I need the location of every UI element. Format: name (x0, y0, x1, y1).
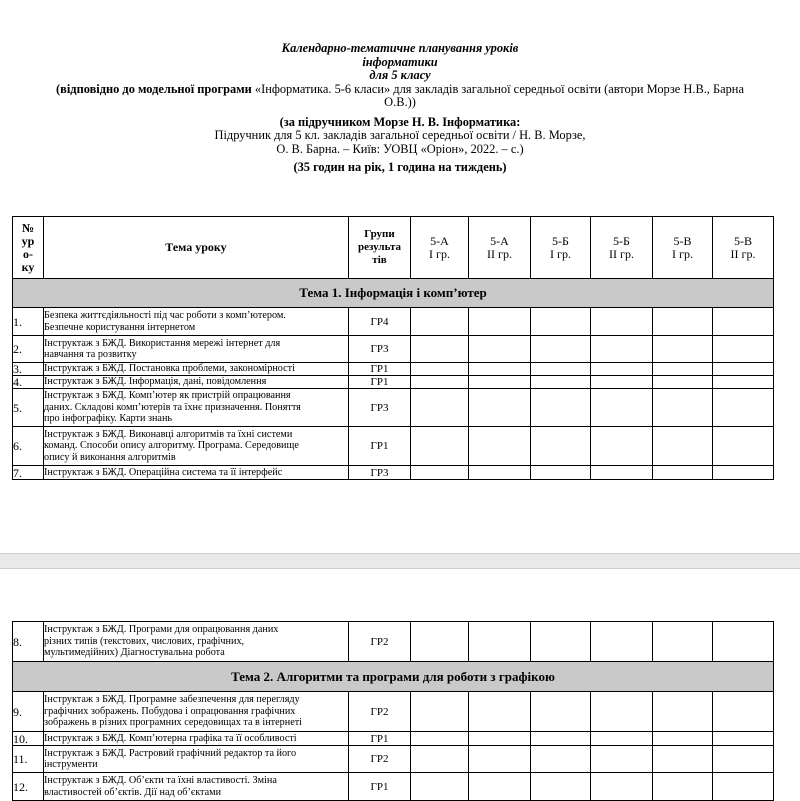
row-class-cell[interactable] (531, 692, 591, 732)
row-topic (44, 389, 349, 427)
row-class-cell[interactable] (653, 389, 713, 427)
subtitle-line-2: О.В.)) (384, 95, 416, 109)
row-group: ГР1 (349, 773, 411, 801)
row-class-cell[interactable] (713, 363, 774, 376)
header-groups: Групи результа тів (349, 217, 411, 279)
row-topic-line: властивостей об’єктів. Дії над об’єктами (44, 786, 222, 798)
row-class-cell[interactable] (653, 336, 713, 363)
row-class-cell[interactable] (591, 363, 653, 376)
table-row (13, 376, 774, 389)
document-page-2 (0, 568, 800, 801)
row-class-cell[interactable] (713, 308, 774, 336)
row-class-cell[interactable] (469, 376, 531, 389)
row-class-cell[interactable] (713, 389, 774, 427)
row-class-cell[interactable] (713, 732, 774, 746)
row-class-cell[interactable] (653, 376, 713, 389)
row-class-cell[interactable] (411, 308, 469, 336)
row-group: ГР2 (349, 746, 411, 773)
row-class-cell[interactable] (411, 746, 469, 773)
row-class-cell[interactable] (653, 732, 713, 746)
table-row (13, 336, 774, 363)
row-group: ГР2 (349, 622, 411, 662)
row-class-cell[interactable] (653, 692, 713, 732)
row-class-cell[interactable] (531, 308, 591, 336)
row-class-cell[interactable] (591, 692, 653, 732)
row-class-cell[interactable] (591, 376, 653, 389)
row-topic-line: опису й виконання алгоритмів (44, 451, 176, 463)
row-number: 5. (13, 389, 44, 427)
row-class-cell[interactable] (469, 746, 531, 773)
row-topic-line: Безпечне користування інтернетом (44, 321, 196, 333)
row-class-cell[interactable] (713, 692, 774, 732)
row-topic-line: Інструктаж з БЖД. Растровий графічний редактор та його (44, 747, 297, 759)
row-topic (44, 746, 349, 773)
row-class-cell[interactable] (411, 336, 469, 363)
row-class-cell[interactable] (469, 732, 531, 746)
row-topic-line: навчання та розвитку (44, 349, 137, 360)
row-number: 11. (13, 746, 44, 773)
row-topic-line: про інфографіку. Карти знань (44, 413, 173, 425)
row-class-cell[interactable] (469, 363, 531, 376)
subtitle-bold: (відповідно до модельної програми (56, 81, 252, 96)
table-row (13, 773, 774, 801)
row-class-cell[interactable] (531, 363, 591, 376)
row-class-cell[interactable] (469, 308, 531, 336)
row-topic (44, 336, 349, 363)
row-class-cell[interactable] (591, 466, 653, 480)
row-class-cell[interactable] (531, 427, 591, 466)
subtitle-rest: «Інформатика. 5-6 класи» для закладів загальної середньої освіти (автори Морзе Н.В., Барна (251, 81, 744, 96)
row-topic (44, 376, 349, 389)
header-5b-1: 5-Б І гр. (531, 217, 591, 279)
table-row (13, 466, 774, 480)
header-num: № ур о- ку (13, 217, 44, 279)
row-class-cell[interactable] (591, 336, 653, 363)
row-topic-line: графічних зображень. Побудова і опрацювання графічних (44, 705, 296, 717)
row-topic-line: Інструктаж з БЖД. Постановка проблеми, закономірності (44, 363, 295, 375)
row-number: 12. (13, 773, 44, 801)
row-topic-line: Інструктаж з БЖД. Програмне забезпечення для перегляду (44, 694, 300, 706)
row-class-cell[interactable] (653, 466, 713, 480)
row-topic-line: Інструктаж з БЖД. Виконавці алгоритмів та їхні системи (44, 428, 293, 440)
row-class-cell[interactable] (653, 622, 713, 662)
row-class-cell[interactable] (411, 692, 469, 732)
row-class-cell[interactable] (653, 773, 713, 801)
textbook-line-1: (за підручником Морзе Н. В. Інформатика: (279, 114, 521, 129)
row-class-cell[interactable] (713, 376, 774, 389)
row-group: ГР1 (349, 732, 411, 746)
row-class-cell[interactable] (469, 336, 531, 363)
table-row (13, 746, 774, 773)
row-class-cell[interactable] (469, 692, 531, 732)
row-class-cell[interactable] (591, 308, 653, 336)
plan-table-continued (12, 621, 774, 801)
row-number: 3. (13, 363, 44, 376)
row-class-cell[interactable] (411, 376, 469, 389)
row-class-cell[interactable] (469, 466, 531, 480)
row-class-cell[interactable] (531, 336, 591, 363)
table-body-page2 (13, 692, 774, 801)
row-class-cell[interactable] (411, 363, 469, 376)
header-5v-1: 5-В І гр. (653, 217, 713, 279)
section-title-2: Тема 2. Алгоритми та програми для роботи з графікою (13, 662, 774, 692)
row-number: 2. (13, 336, 44, 363)
row-topic (44, 773, 349, 801)
row-class-cell[interactable] (469, 622, 531, 662)
row-class-cell[interactable] (531, 622, 591, 662)
row-group: ГР3 (349, 389, 411, 427)
subtitle-line-1 (0, 83, 800, 97)
row-class-cell[interactable] (713, 336, 774, 363)
header-5a-2: 5-А ІІ гр. (469, 217, 531, 279)
table-body-page2-top (13, 622, 774, 662)
row-class-cell[interactable] (411, 466, 469, 480)
row-class-cell[interactable] (653, 363, 713, 376)
document-header (0, 42, 800, 175)
section-title-1: Тема 1. Інформація і комп’ютер (13, 279, 774, 308)
table-body-page1 (13, 308, 774, 480)
row-topic-line: різних типів (текстових, числових, графічних, (44, 635, 245, 647)
row-topic-line: Інструктаж з БЖД. Інформація, дані, повідомлення (44, 376, 267, 388)
table-row (13, 363, 774, 376)
row-class-cell[interactable] (591, 732, 653, 746)
table-row (13, 732, 774, 746)
row-class-cell[interactable] (469, 773, 531, 801)
row-class-cell[interactable] (411, 427, 469, 466)
row-topic (44, 427, 349, 466)
row-class-cell[interactable] (713, 746, 774, 773)
row-group: ГР1 (349, 376, 411, 389)
row-class-cell[interactable] (469, 389, 531, 427)
row-number: 4. (13, 376, 44, 389)
row-topic-line: Інструктаж з БЖД. Комп’ютер як пристрій опрацювання (44, 390, 291, 402)
table-row (13, 692, 774, 732)
table-row (13, 427, 774, 466)
row-topic-line: інструменти (44, 759, 98, 770)
row-class-cell[interactable] (469, 427, 531, 466)
row-class-cell[interactable] (591, 746, 653, 773)
title-line-2: інформатики (362, 54, 438, 69)
row-class-cell[interactable] (531, 746, 591, 773)
row-number: 10. (13, 732, 44, 746)
row-class-cell[interactable] (531, 773, 591, 801)
row-topic-line: зображень в різних програмних середовищах та в інтернеті (44, 717, 303, 729)
table-header-row (13, 217, 774, 279)
row-topic-line: команд. Способи опису алгоритму. Програма. Середовище (44, 440, 299, 452)
row-class-cell[interactable] (653, 746, 713, 773)
row-topic-line: Інструктаж з БЖД. Програми для опрацювання даних (44, 624, 279, 636)
row-group: ГР1 (349, 363, 411, 376)
row-class-cell[interactable] (411, 622, 469, 662)
table-row (13, 389, 774, 427)
header-5a-1: 5-А І гр. (411, 217, 469, 279)
section-row (13, 662, 774, 692)
table-row (13, 308, 774, 336)
row-topic-line: даних. Складові комп’ютерів та їхнє призначення. Поняття (44, 401, 301, 413)
row-class-cell[interactable] (591, 622, 653, 662)
row-class-cell[interactable] (653, 308, 713, 336)
row-topic (44, 732, 349, 746)
row-number: 8. (13, 622, 44, 662)
table-row (13, 622, 774, 662)
row-class-cell[interactable] (411, 732, 469, 746)
row-class-cell[interactable] (411, 389, 469, 427)
row-group: ГР1 (349, 427, 411, 466)
row-topic-line: Інструктаж з БЖД. Використання мережі інтернет для (44, 337, 281, 349)
row-class-cell[interactable] (531, 732, 591, 746)
header-5b-2: 5-Б ІІ гр. (591, 217, 653, 279)
textbook-line-2: Підручник для 5 кл. закладів загальної середньої освіти / Н. В. Морзе, (214, 128, 586, 142)
row-group: ГР3 (349, 336, 411, 363)
plan-table (12, 216, 774, 480)
header-5v-2: 5-В ІІ гр. (713, 217, 774, 279)
row-class-cell[interactable] (411, 773, 469, 801)
row-number: 6. (13, 427, 44, 466)
row-class-cell[interactable] (591, 427, 653, 466)
row-class-cell[interactable] (591, 389, 653, 427)
row-class-cell[interactable] (713, 622, 774, 662)
row-class-cell[interactable] (531, 389, 591, 427)
row-group: ГР3 (349, 466, 411, 480)
row-class-cell[interactable] (591, 773, 653, 801)
row-topic-line: Інструктаж з БЖД. Комп’ютерна графіка та її особливості (44, 732, 297, 744)
row-topic (44, 363, 349, 376)
row-class-cell[interactable] (531, 376, 591, 389)
row-number: 1. (13, 308, 44, 336)
section-row (13, 279, 774, 308)
row-number: 7. (13, 466, 44, 480)
row-topic (44, 466, 349, 480)
title-line-1: Календарно-тематичне планування уроків (281, 41, 519, 55)
row-topic (44, 622, 349, 662)
row-class-cell[interactable] (531, 466, 591, 480)
row-group: ГР2 (349, 692, 411, 732)
row-topic-line: Безпека життєдіяльності під час роботи з комп’ютером. (44, 310, 286, 321)
row-topic-line: Інструктаж з БЖД. Об’єкти та їхні властивості. Зміна (44, 775, 277, 786)
row-topic-line: мультимедійних) Діагностувальна робота (44, 647, 225, 659)
row-topic-line: Інструктаж з БЖД. Операційна система та її інтерфейс (44, 466, 283, 478)
row-number: 9. (13, 692, 44, 732)
hours-line: (35 годин на рік, 1 година на тиждень) (293, 160, 507, 174)
textbook-line-3: О. В. Барна. – Київ: УОВЦ «Оріон», 2022. – с.) (276, 141, 524, 156)
title-line-3: для 5 класу (369, 68, 431, 82)
row-group: ГР4 (349, 308, 411, 336)
row-class-cell[interactable] (653, 427, 713, 466)
row-class-cell[interactable] (713, 773, 774, 801)
row-class-cell[interactable] (713, 466, 774, 480)
row-topic (44, 692, 349, 732)
row-topic (44, 308, 349, 336)
row-class-cell[interactable] (713, 427, 774, 466)
header-topic: Тема уроку (44, 217, 349, 279)
